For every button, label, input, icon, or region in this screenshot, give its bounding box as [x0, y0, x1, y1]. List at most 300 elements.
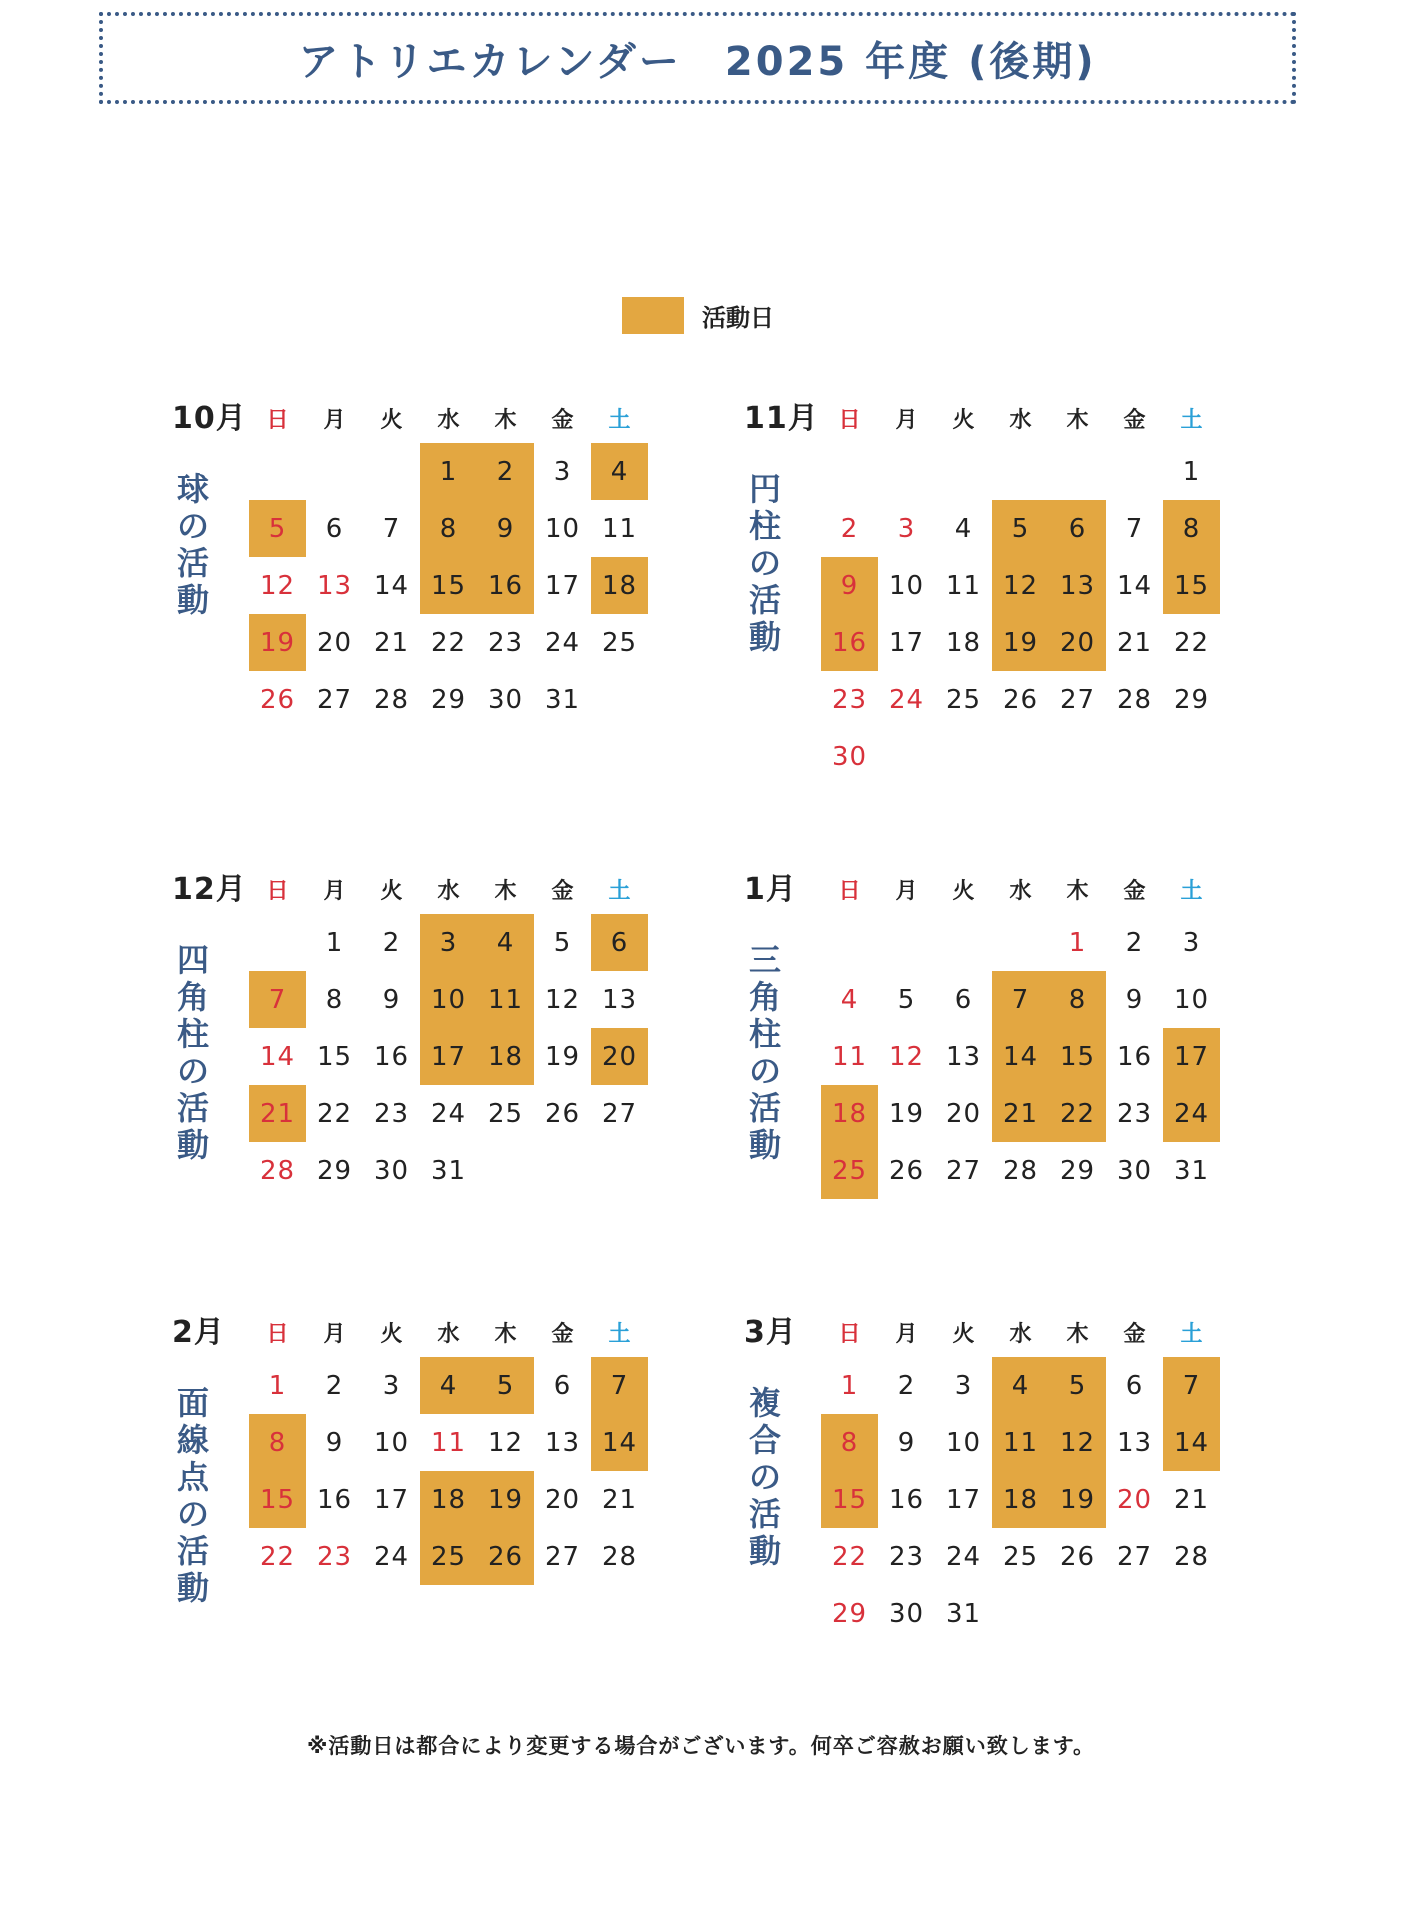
- week-row: [249, 1028, 648, 1085]
- weekday-label: 月: [323, 1321, 346, 1347]
- empty-day-cell: [1049, 1585, 1106, 1642]
- day-cell: 30: [373, 1155, 410, 1186]
- active-day-cell: 21: [992, 1085, 1049, 1142]
- legend: [622, 296, 774, 334]
- weekday-label: 日: [838, 878, 861, 904]
- weekday-label: 火: [952, 878, 975, 904]
- week-row: [249, 443, 648, 500]
- calendar-grid: [821, 393, 1220, 785]
- active-day-cell: 16: [477, 557, 534, 614]
- day-cell: 30: [1116, 1155, 1153, 1186]
- active-day-cell: 21: [249, 1085, 306, 1142]
- day-cell: 25: [945, 684, 982, 715]
- active-day-cell: 10: [420, 971, 477, 1028]
- day-cell: 26: [1059, 1541, 1096, 1572]
- day-cell: 6: [954, 984, 973, 1015]
- weekday-label: 火: [952, 1321, 975, 1347]
- empty-day-cell: [992, 1585, 1049, 1642]
- day-cell: 21: [373, 627, 410, 658]
- active-day-cell: 18: [477, 1028, 534, 1085]
- day-cell: 20: [1116, 1484, 1153, 1515]
- active-day-cell: 8: [821, 1414, 878, 1471]
- day-cell: 3: [553, 456, 572, 487]
- day-cell: 7: [382, 513, 401, 544]
- day-cell: 28: [1116, 684, 1153, 715]
- empty-day-cell: [878, 728, 935, 785]
- empty-day-cell: [878, 443, 935, 500]
- calendar-grid: [821, 1307, 1220, 1642]
- weekday-header: [821, 864, 1220, 914]
- active-day-cell: 2: [477, 443, 534, 500]
- active-day-cell: 25: [420, 1528, 477, 1585]
- active-day-cell: 18: [591, 557, 648, 614]
- empty-day-cell: [1106, 1585, 1163, 1642]
- week-row: [821, 728, 1220, 785]
- day-cell: 30: [487, 684, 524, 715]
- active-day-cell: 15: [1163, 557, 1220, 614]
- active-day-cell: 5: [992, 500, 1049, 557]
- day-cell: 28: [1173, 1541, 1210, 1572]
- day-cell: 16: [888, 1484, 925, 1515]
- empty-day-cell: [1049, 443, 1106, 500]
- active-day-cell: 18: [420, 1471, 477, 1528]
- day-cell: 17: [888, 627, 925, 658]
- activity-name: 円 柱 の 活 動: [748, 470, 781, 656]
- weekday-label: 火: [952, 407, 975, 433]
- active-day-cell: 3: [420, 914, 477, 971]
- active-day-cell: 11: [992, 1414, 1049, 1471]
- day-cell: 3: [382, 1370, 401, 1401]
- day-cell: 29: [316, 1155, 353, 1186]
- day-cell: 20: [544, 1484, 581, 1515]
- weekday-header: [249, 864, 648, 914]
- day-cell: 28: [1002, 1155, 1039, 1186]
- day-cell: 29: [831, 1598, 868, 1629]
- calendar-grid: [249, 1307, 648, 1585]
- week-row: [821, 1528, 1220, 1585]
- active-day-cell: 4: [420, 1357, 477, 1414]
- weekday-label: 日: [266, 407, 289, 433]
- day-cell: 26: [1002, 684, 1039, 715]
- day-cell: 14: [259, 1041, 296, 1072]
- day-cell: 29: [1173, 684, 1210, 715]
- day-cell: 6: [325, 513, 344, 544]
- week-row: [249, 1142, 648, 1199]
- day-cell: 30: [888, 1598, 925, 1629]
- day-cell: 23: [1116, 1098, 1153, 1129]
- active-day-cell: 4: [591, 443, 648, 500]
- day-cell: 22: [430, 627, 467, 658]
- active-day-cell: 13: [1049, 557, 1106, 614]
- day-cell: 24: [544, 627, 581, 658]
- weekday-label: 木: [1066, 407, 1089, 433]
- month-calendar: [744, 393, 1304, 773]
- weekday-label: 木: [494, 878, 517, 904]
- weekday-label: 金: [1123, 407, 1146, 433]
- weekday-label: 水: [1009, 878, 1032, 904]
- month-calendar: [744, 864, 1304, 1244]
- active-day-cell: 14: [591, 1414, 648, 1471]
- weekday-label: 日: [838, 1321, 861, 1347]
- weekday-label: 木: [494, 407, 517, 433]
- active-day-cell: 1: [420, 443, 477, 500]
- day-cell: 6: [553, 1370, 572, 1401]
- day-cell: 12: [487, 1427, 524, 1458]
- empty-day-cell: [477, 1142, 534, 1199]
- day-cell: 18: [945, 627, 982, 658]
- page-title: アトリエカレンダー 2025 年度 (後期): [298, 38, 1097, 85]
- week-row: [821, 1585, 1220, 1642]
- day-cell: 26: [888, 1155, 925, 1186]
- empty-day-cell: [935, 443, 992, 500]
- day-cell: 21: [1116, 627, 1153, 658]
- day-cell: 21: [1173, 1484, 1210, 1515]
- day-cell: 1: [1068, 927, 1087, 958]
- active-day-cell: 17: [420, 1028, 477, 1085]
- day-cell: 3: [954, 1370, 973, 1401]
- week-row: [249, 914, 648, 971]
- day-cell: 26: [259, 684, 296, 715]
- month-title: 3月: [744, 1315, 797, 1350]
- empty-day-cell: [591, 1142, 648, 1199]
- day-cell: 10: [1173, 984, 1210, 1015]
- day-cell: 9: [325, 1427, 344, 1458]
- day-cell: 9: [1125, 984, 1144, 1015]
- day-cell: 23: [888, 1541, 925, 1572]
- day-cell: 9: [897, 1427, 916, 1458]
- active-day-cell: 25: [821, 1142, 878, 1199]
- active-day-cell: 11: [477, 971, 534, 1028]
- weekday-label: 木: [1066, 878, 1089, 904]
- day-cell: 17: [945, 1484, 982, 1515]
- active-day-cell: 7: [992, 971, 1049, 1028]
- weekday-label: 水: [437, 407, 460, 433]
- day-cell: 24: [945, 1541, 982, 1572]
- week-row: [249, 971, 648, 1028]
- active-day-cell: 12: [1049, 1414, 1106, 1471]
- day-cell: 14: [373, 570, 410, 601]
- active-day-cell: 8: [1049, 971, 1106, 1028]
- week-row: [249, 1414, 648, 1471]
- month-calendar: [172, 393, 732, 773]
- day-cell: 27: [316, 684, 353, 715]
- day-cell: 15: [316, 1041, 353, 1072]
- day-cell: 28: [373, 684, 410, 715]
- active-day-cell: 9: [477, 500, 534, 557]
- active-day-cell: 20: [1049, 614, 1106, 671]
- day-cell: 23: [316, 1541, 353, 1572]
- active-day-cell: 15: [249, 1471, 306, 1528]
- month-title: 1月: [744, 872, 797, 907]
- day-cell: 27: [601, 1098, 638, 1129]
- day-cell: 5: [553, 927, 572, 958]
- day-cell: 12: [544, 984, 581, 1015]
- weekday-label: 土: [1180, 407, 1203, 433]
- weekday-label: 水: [1009, 1321, 1032, 1347]
- empty-day-cell: [992, 728, 1049, 785]
- day-cell: 11: [945, 570, 982, 601]
- day-cell: 25: [601, 627, 638, 658]
- day-cell: 3: [1182, 927, 1201, 958]
- weekday-label: 日: [266, 1321, 289, 1347]
- day-cell: 13: [1116, 1427, 1153, 1458]
- weekday-label: 火: [380, 407, 403, 433]
- day-cell: 24: [430, 1098, 467, 1129]
- weekday-label: 水: [437, 878, 460, 904]
- day-cell: 22: [1173, 627, 1210, 658]
- weekday-label: 水: [1009, 407, 1032, 433]
- day-cell: 22: [831, 1541, 868, 1572]
- active-day-cell: 4: [992, 1357, 1049, 1414]
- title-box: [99, 12, 1296, 104]
- active-day-cell: 24: [1163, 1085, 1220, 1142]
- month-title: 10月: [172, 401, 247, 436]
- active-day-cell: 19: [992, 614, 1049, 671]
- active-day-cell: 6: [1049, 500, 1106, 557]
- month-title: 12月: [172, 872, 247, 907]
- day-cell: 20: [316, 627, 353, 658]
- day-cell: 10: [945, 1427, 982, 1458]
- weekday-label: 月: [895, 878, 918, 904]
- weekday-label: 火: [380, 878, 403, 904]
- weekday-label: 金: [551, 878, 574, 904]
- day-cell: 5: [897, 984, 916, 1015]
- weekday-label: 土: [608, 407, 631, 433]
- day-cell: 7: [1125, 513, 1144, 544]
- week-row: [821, 914, 1220, 971]
- weekday-label: 金: [1123, 1321, 1146, 1347]
- active-day-cell: 12: [992, 557, 1049, 614]
- weekday-header: [821, 1307, 1220, 1357]
- day-cell: 22: [316, 1098, 353, 1129]
- legend-swatch: [622, 297, 684, 334]
- empty-day-cell: [821, 914, 878, 971]
- active-day-cell: 15: [420, 557, 477, 614]
- active-day-cell: 16: [821, 614, 878, 671]
- day-cell: 4: [840, 984, 859, 1015]
- day-cell: 1: [268, 1370, 287, 1401]
- day-cell: 22: [259, 1541, 296, 1572]
- day-cell: 24: [373, 1541, 410, 1572]
- activity-name: 四 角 柱 の 活 動: [176, 941, 209, 1164]
- weekday-label: 月: [323, 407, 346, 433]
- day-cell: 31: [945, 1598, 982, 1629]
- active-day-cell: 20: [591, 1028, 648, 1085]
- day-cell: 3: [897, 513, 916, 544]
- active-day-cell: 18: [992, 1471, 1049, 1528]
- active-day-cell: 8: [249, 1414, 306, 1471]
- week-row: [821, 1414, 1220, 1471]
- day-cell: 13: [544, 1427, 581, 1458]
- day-cell: 16: [373, 1041, 410, 1072]
- weekday-header: [249, 393, 648, 443]
- day-cell: 2: [1125, 927, 1144, 958]
- active-day-cell: 8: [420, 500, 477, 557]
- week-row: [249, 557, 648, 614]
- day-cell: 12: [259, 570, 296, 601]
- week-row: [249, 500, 648, 557]
- day-cell: 28: [259, 1155, 296, 1186]
- day-cell: 10: [888, 570, 925, 601]
- active-day-cell: 17: [1163, 1028, 1220, 1085]
- day-cell: 25: [1002, 1541, 1039, 1572]
- day-cell: 26: [544, 1098, 581, 1129]
- weekday-label: 木: [1066, 1321, 1089, 1347]
- footer-note: ※活動日は都合により変更する場合がございます。何卒ご容赦お願い致します。: [306, 1734, 1096, 1758]
- week-row: [821, 443, 1220, 500]
- day-cell: 23: [487, 627, 524, 658]
- day-cell: 1: [325, 927, 344, 958]
- weekday-label: 土: [1180, 878, 1203, 904]
- day-cell: 27: [945, 1155, 982, 1186]
- empty-day-cell: [935, 728, 992, 785]
- month-calendar: [172, 1307, 732, 1687]
- day-cell: 31: [1173, 1155, 1210, 1186]
- empty-day-cell: [1163, 728, 1220, 785]
- week-row: [249, 1528, 648, 1585]
- empty-day-cell: [249, 443, 306, 500]
- weekday-label: 土: [608, 878, 631, 904]
- active-day-cell: 7: [591, 1357, 648, 1414]
- week-row: [821, 614, 1220, 671]
- day-cell: 23: [373, 1098, 410, 1129]
- week-row: [249, 614, 648, 671]
- calendar-grid: [249, 393, 648, 728]
- day-cell: 12: [888, 1041, 925, 1072]
- day-cell: 25: [487, 1098, 524, 1129]
- day-cell: 13: [601, 984, 638, 1015]
- weekday-label: 金: [1123, 878, 1146, 904]
- day-cell: 27: [1116, 1541, 1153, 1572]
- active-day-cell: 19: [477, 1471, 534, 1528]
- weekday-label: 金: [551, 1321, 574, 1347]
- week-row: [821, 671, 1220, 728]
- week-row: [821, 1357, 1220, 1414]
- empty-day-cell: [935, 914, 992, 971]
- day-cell: 10: [544, 513, 581, 544]
- empty-day-cell: [992, 914, 1049, 971]
- activity-name: 複 合 の 活 動: [748, 1384, 781, 1570]
- active-day-cell: 7: [249, 971, 306, 1028]
- day-cell: 2: [325, 1370, 344, 1401]
- weekday-label: 金: [551, 407, 574, 433]
- day-cell: 10: [373, 1427, 410, 1458]
- legend-label: 活動日: [702, 303, 774, 332]
- day-cell: 24: [888, 684, 925, 715]
- week-row: [821, 1028, 1220, 1085]
- day-cell: 19: [888, 1098, 925, 1129]
- day-cell: 2: [382, 927, 401, 958]
- weekday-label: 日: [838, 407, 861, 433]
- active-day-cell: 9: [821, 557, 878, 614]
- day-cell: 31: [430, 1155, 467, 1186]
- day-cell: 6: [1125, 1370, 1144, 1401]
- month-title: 11月: [744, 401, 819, 436]
- week-row: [249, 1471, 648, 1528]
- empty-day-cell: [878, 914, 935, 971]
- empty-day-cell: [1106, 443, 1163, 500]
- empty-day-cell: [992, 443, 1049, 500]
- empty-day-cell: [249, 914, 306, 971]
- active-day-cell: 19: [249, 614, 306, 671]
- activity-name: 面 線 点 の 活 動: [176, 1384, 209, 1607]
- weekday-label: 月: [895, 407, 918, 433]
- day-cell: 21: [601, 1484, 638, 1515]
- day-cell: 16: [316, 1484, 353, 1515]
- active-day-cell: 18: [821, 1085, 878, 1142]
- weekday-label: 日: [266, 878, 289, 904]
- weekday-header: [249, 1307, 648, 1357]
- day-cell: 11: [601, 513, 638, 544]
- month-calendar: [744, 1307, 1304, 1687]
- week-row: [249, 671, 648, 728]
- day-cell: 29: [430, 684, 467, 715]
- active-day-cell: 26: [477, 1528, 534, 1585]
- calendar-grid: [821, 864, 1220, 1199]
- day-cell: 23: [831, 684, 868, 715]
- day-cell: 14: [1116, 570, 1153, 601]
- week-row: [249, 1357, 648, 1414]
- empty-day-cell: [363, 443, 420, 500]
- day-cell: 17: [373, 1484, 410, 1515]
- day-cell: 11: [430, 1427, 467, 1458]
- week-row: [821, 971, 1220, 1028]
- day-cell: 29: [1059, 1155, 1096, 1186]
- day-cell: 2: [840, 513, 859, 544]
- active-day-cell: 4: [477, 914, 534, 971]
- active-day-cell: 14: [992, 1028, 1049, 1085]
- week-row: [821, 557, 1220, 614]
- day-cell: 2: [897, 1370, 916, 1401]
- weekday-header: [821, 393, 1220, 443]
- active-day-cell: 14: [1163, 1414, 1220, 1471]
- weekday-label: 月: [323, 878, 346, 904]
- day-cell: 1: [1182, 456, 1201, 487]
- week-row: [821, 1085, 1220, 1142]
- day-cell: 27: [544, 1541, 581, 1572]
- empty-day-cell: [306, 443, 363, 500]
- active-day-cell: 6: [591, 914, 648, 971]
- day-cell: 13: [945, 1041, 982, 1072]
- day-cell: 19: [544, 1041, 581, 1072]
- weekday-label: 水: [437, 1321, 460, 1347]
- active-day-cell: 15: [1049, 1028, 1106, 1085]
- active-day-cell: 8: [1163, 500, 1220, 557]
- day-cell: 1: [840, 1370, 859, 1401]
- empty-day-cell: [591, 671, 648, 728]
- week-row: [821, 1471, 1220, 1528]
- active-day-cell: 22: [1049, 1085, 1106, 1142]
- weekday-label: 木: [494, 1321, 517, 1347]
- month-calendar: [172, 864, 732, 1244]
- weekday-label: 土: [608, 1321, 631, 1347]
- day-cell: 27: [1059, 684, 1096, 715]
- day-cell: 8: [325, 984, 344, 1015]
- day-cell: 11: [831, 1041, 868, 1072]
- empty-day-cell: [1049, 728, 1106, 785]
- day-cell: 13: [316, 570, 353, 601]
- day-cell: 17: [544, 570, 581, 601]
- day-cell: 9: [382, 984, 401, 1015]
- day-cell: 16: [1116, 1041, 1153, 1072]
- active-day-cell: 5: [1049, 1357, 1106, 1414]
- empty-day-cell: [1106, 728, 1163, 785]
- week-row: [821, 1142, 1220, 1199]
- empty-day-cell: [534, 1142, 591, 1199]
- day-cell: 28: [601, 1541, 638, 1572]
- day-cell: 31: [544, 684, 581, 715]
- week-row: [821, 500, 1220, 557]
